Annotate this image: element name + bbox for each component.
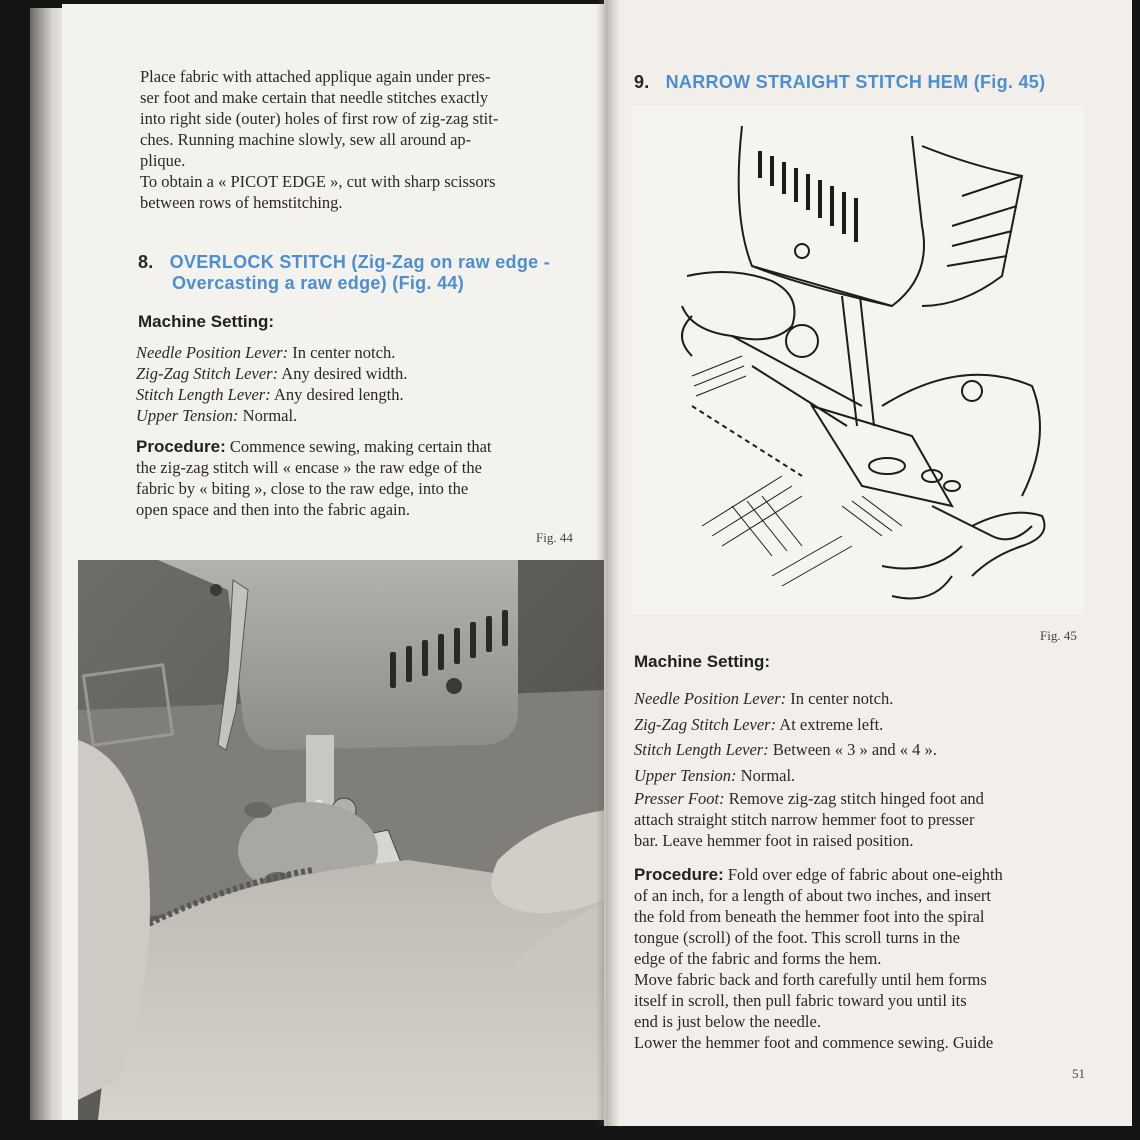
section-8-title-line2: Overcasting a raw edge) (Fig. 44) xyxy=(172,273,464,293)
section-8-heading xyxy=(138,252,598,294)
intro-line: Place fabric with attached applique again under pres- xyxy=(140,67,491,86)
procedure-line: end is just below the needle. xyxy=(634,1012,821,1031)
procedure-line: Fold over edge of fabric about one-eighth xyxy=(723,865,1003,884)
machine-setting-heading-right: Machine Setting: xyxy=(634,652,771,671)
procedure-line: fabric by « biting », close to the raw edge, into the xyxy=(136,479,469,498)
book-gutter xyxy=(596,0,620,1126)
settings-list-left xyxy=(136,342,596,426)
hemmer-foot-drawing xyxy=(632,106,1084,614)
setting-row xyxy=(634,712,1090,738)
setting-key: Zig-Zag Stitch Lever: xyxy=(634,714,777,734)
setting-key: Upper Tension: xyxy=(136,406,239,425)
page-number: 51 xyxy=(1072,1066,1085,1081)
setting-value: Any desired length. xyxy=(270,385,404,404)
presser-foot-line: Remove zig-zag stitch hinged foot and xyxy=(724,789,984,808)
setting-key: Stitch Length Lever: xyxy=(634,740,769,759)
setting-key: Upper Tension: xyxy=(634,765,737,785)
procedure-line: Commence sewing, making certain that xyxy=(225,437,492,456)
procedure-line: tongue (scroll) of the foot. This scroll turns in the xyxy=(634,928,960,947)
procedure-label-left: Procedure: xyxy=(136,437,226,456)
procedure-paragraph-left xyxy=(136,436,592,520)
presser-foot-line: bar. Leave hemmer foot in raised position. xyxy=(634,831,914,850)
setting-value: Normal. xyxy=(238,406,298,425)
presser-foot-paragraph xyxy=(634,788,1088,851)
presser-foot-key: Presser Foot: xyxy=(634,789,725,808)
setting-key: Needle Position Lever: xyxy=(136,343,289,362)
procedure-paragraph-right xyxy=(634,864,1088,1053)
section-8-number: 8. xyxy=(138,252,154,272)
intro-line: into right side (outer) holes of first row of zig-zag stit- xyxy=(140,109,499,128)
procedure-line: of an inch, for a length of about two inches, and insert xyxy=(634,886,991,905)
setting-row xyxy=(634,737,1090,763)
intro-line: between rows of hemstitching. xyxy=(140,193,343,212)
figure-45-illustration xyxy=(632,106,1084,614)
setting-value: Normal. xyxy=(736,765,796,785)
settings-list-right xyxy=(634,686,1090,788)
presser-foot-line: attach straight stitch narrow hemmer foot to presser xyxy=(634,810,975,829)
setting-value: Between « 3 » and « 4 ». xyxy=(768,740,937,759)
sewing-machine-photo xyxy=(78,560,606,1120)
procedure-line: edge of the fabric and forms the hem. xyxy=(634,949,882,968)
section-9-title: NARROW STRAIGHT STITCH HEM (Fig. 45) xyxy=(665,72,1046,92)
setting-key: Needle Position Lever: xyxy=(634,689,787,708)
procedure-line: open space and then into the fabric again. xyxy=(136,500,410,519)
section-9-number: 9. xyxy=(634,72,650,92)
figure-45-caption: Fig. 45 xyxy=(1040,628,1077,643)
intro-paragraph xyxy=(140,66,596,213)
intro-line: ser foot and make certain that needle stitches exactly xyxy=(140,88,489,107)
procedure-line: Lower the hemmer foot and commence sewing. Guide xyxy=(634,1033,994,1052)
setting-value: In center notch. xyxy=(288,343,396,362)
procedure-line: the zig-zag stitch will « encase » the raw edge of the xyxy=(136,458,482,477)
setting-value: In center notch. xyxy=(786,689,894,708)
setting-row xyxy=(634,686,1090,712)
setting-key: Zig-Zag Stitch Lever: xyxy=(136,364,279,383)
figure-44-caption: Fig. 44 xyxy=(536,530,573,545)
setting-row xyxy=(136,405,596,426)
machine-setting-heading-left: Machine Setting: xyxy=(138,312,275,331)
procedure-line: Move fabric back and forth carefully until hem forms xyxy=(634,970,987,989)
setting-value: At extreme left. xyxy=(776,714,884,734)
section-9-heading xyxy=(634,72,1084,93)
setting-row xyxy=(634,763,1090,789)
setting-value: Any desired width. xyxy=(278,364,408,383)
intro-line: To obtain a « PICOT EDGE », cut with sharp scissors xyxy=(140,172,496,191)
procedure-line: itself in scroll, then pull fabric toward you until its xyxy=(634,991,967,1010)
procedure-label-right: Procedure: xyxy=(634,865,724,884)
setting-row xyxy=(136,363,596,384)
setting-row xyxy=(136,384,596,405)
procedure-line: the fold from beneath the hemmer foot into the spiral xyxy=(634,907,985,926)
intro-line: plique. xyxy=(140,151,186,170)
setting-key: Stitch Length Lever: xyxy=(136,385,271,404)
figure-44-photo xyxy=(78,560,606,1120)
intro-line: ches. Running machine slowly, sew all around ap- xyxy=(140,130,472,149)
section-8-title-line1: OVERLOCK STITCH (Zig-Zag on raw edge - xyxy=(169,252,551,272)
setting-row xyxy=(136,342,596,363)
